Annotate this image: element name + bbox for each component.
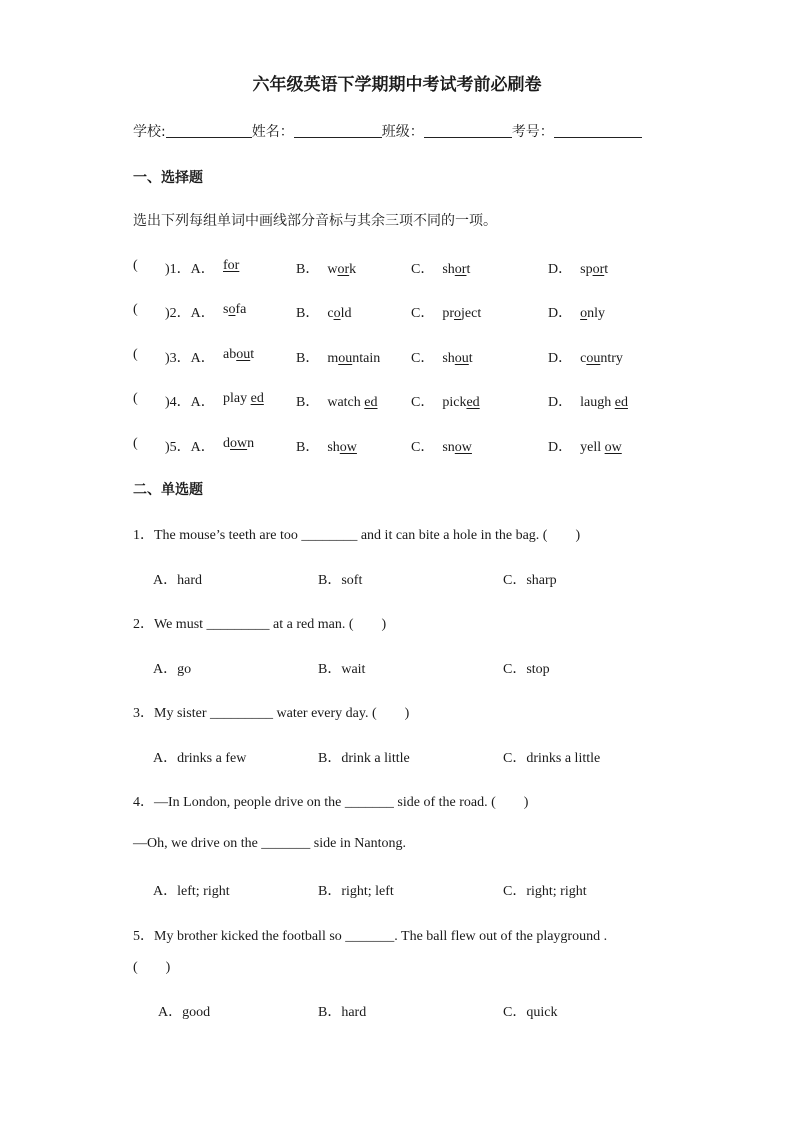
word-part: sp <box>580 262 593 277</box>
underlined-letters: or <box>592 262 605 277</box>
underlined-letters: ou <box>236 347 251 362</box>
option-b[interactable] <box>296 347 380 367</box>
option-label: B． <box>296 440 320 455</box>
number-blank[interactable] <box>554 123 642 138</box>
question-number: )4．A． <box>165 395 215 410</box>
word-part: t <box>250 347 255 362</box>
question-number: )5．A． <box>165 440 215 455</box>
underlined-letters: for <box>223 258 240 273</box>
school-blank[interactable] <box>166 123 252 138</box>
word-part: yell <box>580 440 605 455</box>
answer-paren[interactable]: ( <box>133 436 138 451</box>
word-part: ject <box>461 306 482 321</box>
word-part: c <box>580 351 587 366</box>
word-part: sn <box>442 440 455 455</box>
answer-paren[interactable]: ( <box>133 258 138 273</box>
option-d[interactable] <box>548 347 623 367</box>
word-part: laugh <box>580 395 615 410</box>
option-b[interactable] <box>296 302 351 322</box>
underlined-letters: ow <box>230 436 248 451</box>
word-part: d <box>223 436 230 451</box>
word-part: watch <box>327 395 365 410</box>
underlined-letters: o <box>333 306 341 321</box>
option-label: D． <box>548 306 573 321</box>
option-a[interactable] <box>223 347 254 363</box>
underlined-letters: o <box>228 302 236 317</box>
student-info-line <box>133 121 642 141</box>
q3-option-c[interactable]: C．drinks a little <box>503 751 601 766</box>
word-part: fa <box>235 302 247 317</box>
option-label: C． <box>411 440 435 455</box>
q2-option-b[interactable]: B．wait <box>318 662 366 677</box>
option-b[interactable] <box>296 436 357 456</box>
q1-option-c[interactable]: C．sharp <box>503 573 557 588</box>
underlined-letters: ed <box>466 395 480 410</box>
underlined-letters: ou <box>586 351 601 366</box>
class-label: 班级： <box>381 124 424 140</box>
name-blank[interactable] <box>294 123 382 138</box>
q3-stem: 3．My sister _________ water every day. ( ) <box>133 706 410 721</box>
q4-stem: 4．—In London, people drive on the _______ side of the road. ( ) <box>133 795 529 810</box>
word-part: pick <box>442 395 467 410</box>
option-d[interactable] <box>548 258 608 278</box>
option-a[interactable] <box>223 258 239 274</box>
option-a[interactable] <box>223 302 246 318</box>
word-part: ab <box>223 347 237 362</box>
word-part: sh <box>327 440 340 455</box>
option-label: D． <box>548 262 573 277</box>
section2-heading: 二、单选题 <box>133 482 203 498</box>
word-part: sh <box>442 262 455 277</box>
number-label: 考号： <box>511 124 554 140</box>
q5-answer-paren: ( ) <box>133 960 171 975</box>
word-part: s <box>223 302 229 317</box>
q5-option-c[interactable]: C．quick <box>503 1005 558 1020</box>
option-label: B． <box>296 306 320 321</box>
underlined-letters: o <box>580 306 588 321</box>
q4-option-a[interactable]: A．left; right <box>153 884 230 899</box>
question-number: )1．A． <box>165 262 215 277</box>
underlined-letters: ed <box>614 395 628 410</box>
page-title: 六年级英语下学期期中考试考前必刷卷 <box>252 75 542 95</box>
answer-paren[interactable]: ( <box>133 391 138 406</box>
option-b[interactable] <box>296 258 356 278</box>
section1-instruction: 选出下列每组单词中画线部分音标与其余三项不同的一项。 <box>133 213 497 229</box>
option-label: B． <box>296 262 320 277</box>
name-label: 姓名： <box>251 124 294 140</box>
question-number: )3．A． <box>165 351 215 366</box>
option-label: C． <box>411 351 435 366</box>
q5-stem: 5．My brother kicked the football so _______. The ball flew out of the playground . <box>133 929 608 944</box>
school-label: 学校: <box>133 124 166 140</box>
word-part: ntry <box>600 351 623 366</box>
option-d[interactable] <box>548 391 628 411</box>
underlined-letters: o <box>454 306 462 321</box>
q2-option-a[interactable]: A．go <box>153 662 192 677</box>
option-label: C． <box>411 262 435 277</box>
option-c[interactable] <box>411 391 480 411</box>
word-part: n <box>247 436 255 451</box>
option-c[interactable] <box>411 436 472 456</box>
option-c[interactable] <box>411 347 473 367</box>
word-part: pr <box>442 306 455 321</box>
word-part: ld <box>340 306 352 321</box>
q5-option-a[interactable]: A．good <box>158 1005 211 1020</box>
q3-option-b[interactable]: B．drink a little <box>318 751 410 766</box>
option-c[interactable] <box>411 302 481 322</box>
underlined-letters: or <box>337 262 350 277</box>
option-label: D． <box>548 395 573 410</box>
section1-heading: 一、选择题 <box>133 170 203 186</box>
word-part: m <box>327 351 339 366</box>
q4-option-c[interactable]: C．right; right <box>503 884 587 899</box>
class-blank[interactable] <box>424 123 512 138</box>
q1-stem: 1．The mouse’s teeth are too ________ and it can bite a hole in the bag. ( ) <box>133 528 581 543</box>
option-label: D． <box>548 440 573 455</box>
word-part: sh <box>442 351 455 366</box>
q2-option-c[interactable]: C．stop <box>503 662 550 677</box>
option-a[interactable] <box>223 436 254 452</box>
underlined-letters: ou <box>454 351 469 366</box>
q5-option-b[interactable]: B．hard <box>318 1005 367 1020</box>
answer-paren[interactable]: ( <box>133 347 138 362</box>
underlined-letters: or <box>454 262 467 277</box>
word-part: w <box>327 262 338 277</box>
word-part: nly <box>587 306 606 321</box>
option-label: C． <box>411 306 435 321</box>
word-part: t <box>604 262 609 277</box>
option-b[interactable] <box>296 391 378 411</box>
underlined-letters: ow <box>454 440 472 455</box>
word-part: t <box>468 351 473 366</box>
q2-stem: 2．We must _________ at a red man. ( ) <box>133 617 387 632</box>
answer-paren[interactable]: ( <box>133 302 138 317</box>
q1-option-b[interactable]: B．soft <box>318 573 363 588</box>
option-label: C． <box>411 395 435 410</box>
question-number: )2．A． <box>165 306 215 321</box>
underlined-letters: ow <box>339 440 357 455</box>
underlined-letters: ed <box>250 391 264 406</box>
option-a[interactable] <box>223 391 264 407</box>
option-c[interactable] <box>411 258 470 278</box>
word-part: t <box>466 262 471 277</box>
underlined-letters: ed <box>364 395 378 410</box>
q4-stem-reply: —Oh, we drive on the _______ side in Nantong. <box>133 836 406 851</box>
q4-option-b[interactable]: B．right; left <box>318 884 394 899</box>
word-part: k <box>349 262 357 277</box>
word-part: c <box>327 306 334 321</box>
underlined-letters: ow <box>604 440 622 455</box>
option-label: B． <box>296 351 320 366</box>
word-part: ntain <box>352 351 381 366</box>
option-label: D． <box>548 351 573 366</box>
option-label: B． <box>296 395 320 410</box>
option-d[interactable] <box>548 436 622 456</box>
q3-option-a[interactable]: A．drinks a few <box>153 751 247 766</box>
word-part: play <box>223 391 251 406</box>
underlined-letters: ou <box>338 351 353 366</box>
q1-option-a[interactable]: A．hard <box>153 573 202 588</box>
option-d[interactable] <box>548 302 605 322</box>
